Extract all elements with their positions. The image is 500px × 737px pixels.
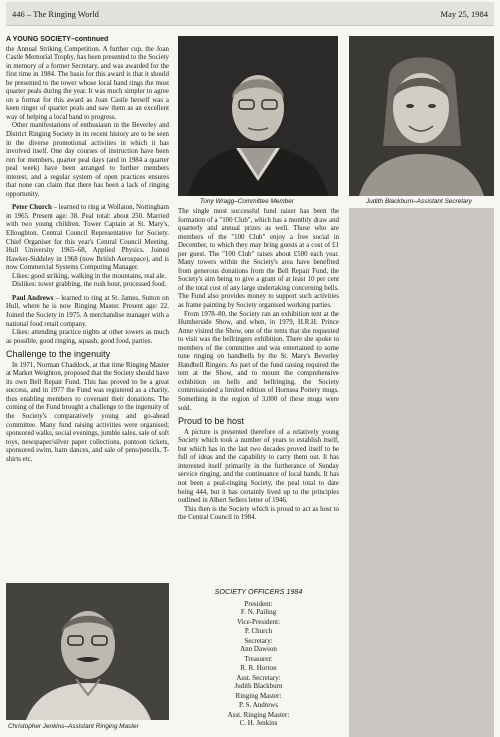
article-paragraph: This then is the Society which is proud to act as host to the Central Council in 1984. bbox=[178, 505, 339, 522]
officer-entry: Asst. Ringing Master: C. H. Jenkins bbox=[227, 710, 290, 727]
photo-christopher-jenkins bbox=[6, 583, 169, 720]
section-heading-proud: Proud to be host bbox=[178, 416, 245, 427]
officer-entry: Asst. Secretary: Judith Blackburn bbox=[234, 673, 283, 690]
officer-entry: Secretary: Ann Dawson bbox=[240, 636, 277, 653]
article-paragraph: Other manifestations of enthusiasm in the Beverley and District Ringing Society in its recent history are to be seen in the diverse promotional activities in which it has involved itself. One day courses of instruction have been run for members, quarter peal days (and in 1984 a quarter peal week) have been arranged to further members interest, and a regular system of open practices ensures that none can claim that there has been a lack of ringing opportunity. bbox=[6, 122, 169, 198]
officer-entry: President: F. N. Pailing bbox=[240, 599, 277, 616]
bio-paul-andrews bbox=[6, 295, 169, 329]
article-paragraph: A picture is presented therefore of a relatively young Society which took a number of years to establish itself, but which has in the last two decades proved itself to be full of ideas and the capability to carry them out. It has interested itself primarily in the furtherance of Sunday service ringing, and the continuance of local bands. It has not been a peal-ringing Society, the peal total to date being 444, but it has certainly lived up to the principles outlined in Albert Sellers letter of 1946. bbox=[178, 428, 339, 505]
article-column-1 bbox=[6, 36, 169, 584]
issue-date: May 25, 1984 bbox=[440, 8, 488, 19]
caption-tony: Tony Wragg–Committee Member bbox=[200, 198, 294, 205]
portrait-image bbox=[178, 36, 338, 196]
photo-judith-blackburn bbox=[349, 36, 494, 196]
article-paragraph: the Annual Striking Competition. A further cup, the Joan Castle Memorial Trophy, has been presented to the Society in memory of a former Secretary, and was awarded for the first time in 1984. The basis for this award is that it should be presented to the tower whose local band rings the most quarter peals during the year. It was much simpler to agree on a format for this award as Joan Castle herself was a keen ringer of quarter peals and saw them as an excellent way of helping a local band to progress. bbox=[6, 45, 169, 121]
bio-peter-church bbox=[6, 204, 169, 272]
photo-tony-wragg bbox=[178, 36, 338, 196]
blank-gray-area bbox=[349, 208, 494, 737]
bio-text: – learned to ring at St. James, Sutton on Hull, where he is now Ringing Master. Present age: 22. Joined the Society in 1975. A merchandise manager with a national food retail company. bbox=[6, 294, 169, 328]
officer-entry: Treasurer: R. R. Horton bbox=[240, 655, 277, 672]
bio-likes: Likes: good striking, walking in the mountains, real ale. bbox=[12, 272, 167, 280]
page-info: 446 – The Ringing World bbox=[12, 8, 99, 19]
officers-title: SOCIETY OFFICERS 1984 bbox=[214, 587, 303, 596]
bio-name: Peter Church bbox=[12, 204, 52, 212]
bio-name: Paul Andrews bbox=[12, 294, 54, 302]
article-paragraph: In 1971, Norman Chaddock, at that time Ringing Master at Market Weighton, proposed that the Society should have its own Bell Repair Fund. This has proved to be a great success, and in 1977 the Fund was registered as a charity, thus enabling members to covenant their donations. The coming of the Fund brought a challenge to the ingenuity of the Society's comparatively young and go-ahead committee. Many fund raising activities were organised; sponsored walks, social evenings, jumble sales, sale of soft toys, newspaper/silver paper collections, pontoon tickets, sponsored swim, barn dances, and sale of pens/pencils, T-shirts etc. bbox=[6, 361, 169, 463]
officer-entry: Ringing Master: P. S. Andrews bbox=[235, 692, 282, 709]
portrait-image bbox=[6, 583, 169, 720]
page-header bbox=[6, 2, 494, 26]
officer-entry: Vice-President: P. Church bbox=[236, 618, 281, 635]
section-heading-challenge: Challenge to the ingenuity bbox=[6, 349, 111, 360]
article-heading: A YOUNG SOCIETY–continued bbox=[6, 36, 109, 43]
bio-likes: Likes: attending practice nights at other towers as much as possible, good ringing, squash, good food, parties. bbox=[6, 329, 169, 345]
caption-judith: Judith Blackburn–Assistant Secretary bbox=[366, 198, 472, 205]
caption-christopher: Christopher Jenkins–Assistant Ringing Master bbox=[8, 723, 139, 730]
bio-text: – learned to ring at Wollaton, Nottingham in 1965. Present age: 38. Peal total: about 250. Married with two young children. Tower Captain at St. Mary's, Elloughton. Central Council Representative for Society. Chief Organiser for this year's Central Council Meeting. Hull University 1965–68, Applied Physics. Joined Hawker-Siddeley in 1968 (now British Aerospace), and is now Commercial Systems Computing Manager. bbox=[6, 204, 169, 272]
society-officers bbox=[178, 588, 339, 729]
article-paragraph: The single most successful fund raiser has been the formation of a "100 Club", which has a monthly draw and quarterly and annual prizes as well. Those who are members of the "100 Club" enjoy a free social in December, to which they may bring guests at a cost of £1 per guest. The "100 Club" raises about £500 each year. Many towers within the Society's area have benefited from generous donations from the Bell Repair Fund, the Society's aim being to give a grant of at least 10 per cent of the total cost of any large undertaking concerning bells. The Fund also provides money to support such activities as frame painting by Society organised working parties. bbox=[178, 208, 339, 310]
bio-dislikes: Dislikes: tower grabbing, the rush hour, processed food. bbox=[12, 281, 167, 289]
article-paragraph: From 1978–80, the Society ran an exhibition tent at the Humberside Show, and when, in 1979, H.R.H. Prince Anne visited the Show, one of the tents that she requested to visit was the bellringers exhibition. There she spoke to members of the committee and was entertained to some tune ringing on handbells by the St. Mary's Beverley Handbell Ringers. As part of the fund raising required the tent at the Show, and to mount the comprehensive exhibition on bells and bellringing, the Society commissioned a limited edition of Hornsea Pottery mugs. Something in the region of 3,000 of these mugs were sold. bbox=[178, 310, 339, 412]
portrait-image bbox=[349, 36, 494, 196]
